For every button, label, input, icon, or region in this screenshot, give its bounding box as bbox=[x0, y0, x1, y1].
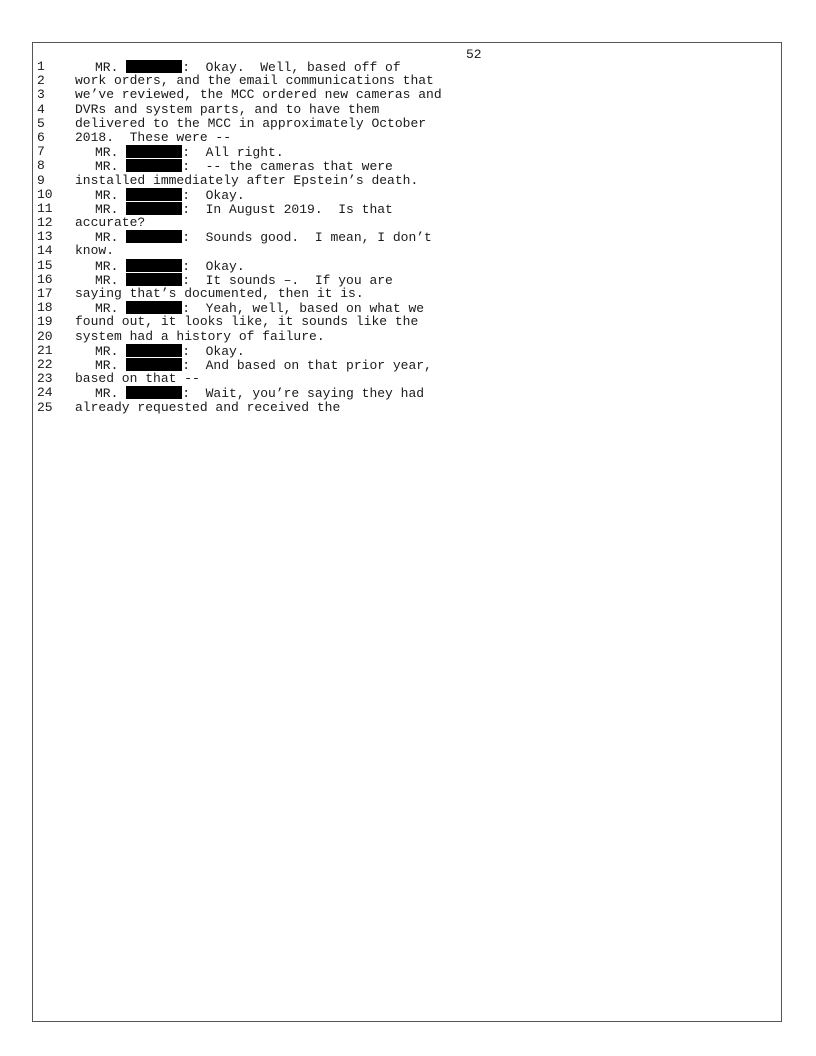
speaker-line bbox=[95, 145, 284, 160]
speaker-label: MR. bbox=[95, 357, 119, 373]
redacted-name bbox=[126, 230, 182, 243]
line-number: 2 bbox=[37, 73, 45, 89]
line-number: 20 bbox=[37, 328, 53, 344]
line-text bbox=[75, 315, 418, 329]
redacted-name bbox=[126, 188, 182, 201]
transcript-line bbox=[37, 301, 777, 315]
transcript-line bbox=[37, 88, 777, 102]
speaker-label: MR. bbox=[95, 386, 119, 402]
line-number: 5 bbox=[37, 115, 45, 131]
transcript-line bbox=[37, 287, 777, 301]
line-number: 7 bbox=[37, 144, 45, 160]
transcript-line bbox=[37, 60, 777, 74]
transcript-line bbox=[37, 216, 777, 230]
line-content: : -- the cameras that were bbox=[182, 159, 393, 175]
line-content: installed immediately after Epstein’s death. bbox=[75, 172, 419, 188]
line-content: found out, it looks like, it sounds like the bbox=[75, 314, 419, 330]
line-text bbox=[75, 103, 379, 117]
transcript-line bbox=[37, 188, 777, 202]
redacted-name bbox=[126, 202, 182, 215]
line-number: 3 bbox=[37, 87, 45, 103]
speaker-line bbox=[95, 230, 432, 245]
line-number: 9 bbox=[37, 172, 45, 188]
line-content: based on that -- bbox=[75, 371, 200, 387]
transcript-line bbox=[37, 358, 777, 372]
redacted-name bbox=[126, 344, 182, 357]
transcript-line bbox=[37, 344, 777, 358]
speaker-label: MR. bbox=[95, 159, 119, 175]
redacted-name bbox=[126, 259, 182, 272]
line-content: 2018. These were -- bbox=[75, 129, 232, 145]
line-text bbox=[75, 330, 325, 344]
line-text bbox=[75, 372, 200, 386]
line-content: : All right. bbox=[182, 145, 284, 161]
speaker-label: MR. bbox=[95, 230, 119, 246]
line-content: delivered to the MCC in approximately October bbox=[75, 115, 427, 131]
transcript-line bbox=[37, 131, 777, 145]
speaker-label: MR. bbox=[95, 301, 119, 317]
line-content: : Sounds good. I mean, I don’t bbox=[182, 230, 432, 246]
line-content: know. bbox=[75, 243, 115, 259]
transcript-line bbox=[37, 174, 777, 188]
redacted-name bbox=[126, 60, 182, 73]
line-content: : Okay. Well, based off of bbox=[182, 60, 401, 75]
line-text bbox=[75, 174, 418, 188]
speaker-label: MR. bbox=[95, 258, 119, 274]
transcript-body bbox=[37, 60, 777, 415]
line-number: 11 bbox=[37, 200, 53, 216]
line-number: 10 bbox=[37, 186, 53, 202]
line-number: 13 bbox=[37, 229, 53, 245]
redacted-name bbox=[126, 386, 182, 399]
line-content: work orders, and the email communications that bbox=[75, 73, 434, 89]
line-content: already requested and received the bbox=[75, 399, 341, 415]
transcript-line bbox=[37, 259, 777, 273]
line-content: accurate? bbox=[75, 215, 146, 231]
speaker-line bbox=[95, 188, 245, 203]
line-text bbox=[75, 401, 340, 415]
line-content: DVRs and system parts, and to have them bbox=[75, 101, 380, 117]
line-content: system had a history of failure. bbox=[75, 328, 325, 344]
line-content: : Okay. bbox=[182, 187, 245, 203]
redacted-name bbox=[126, 159, 182, 172]
transcript-line bbox=[37, 117, 777, 131]
line-text bbox=[75, 287, 364, 301]
line-content: : Yeah, well, based on what we bbox=[182, 301, 425, 317]
transcript-line bbox=[37, 273, 777, 287]
speaker-label: MR. bbox=[95, 201, 119, 217]
line-number: 17 bbox=[37, 286, 53, 301]
speaker-label: MR. bbox=[95, 60, 119, 75]
transcript-line bbox=[37, 159, 777, 173]
line-number: 23 bbox=[37, 371, 53, 387]
line-content: : In August 2019. Is that bbox=[182, 201, 393, 217]
line-text bbox=[75, 216, 145, 230]
line-number: 14 bbox=[37, 243, 53, 259]
redacted-name bbox=[126, 358, 182, 371]
line-content: we’ve reviewed, the MCC ordered new cameras and bbox=[75, 87, 442, 103]
line-number: 19 bbox=[37, 314, 53, 330]
transcript-line bbox=[37, 74, 777, 88]
line-number: 22 bbox=[37, 356, 53, 372]
line-number: 21 bbox=[37, 342, 53, 358]
line-number: 25 bbox=[37, 399, 53, 415]
line-number: 16 bbox=[37, 271, 53, 287]
line-content: : Okay. bbox=[182, 258, 245, 274]
line-text bbox=[75, 131, 231, 145]
speaker-line bbox=[95, 259, 245, 274]
line-content: : Wait, you’re saying they had bbox=[182, 386, 425, 402]
line-text bbox=[75, 244, 114, 258]
speaker-label: MR. bbox=[95, 187, 119, 203]
redacted-name bbox=[126, 301, 182, 314]
speaker-line bbox=[95, 344, 245, 359]
line-number: 12 bbox=[37, 215, 53, 231]
redacted-name bbox=[126, 273, 182, 286]
line-content: : It sounds –. If you are bbox=[182, 272, 393, 288]
speaker-label: MR. bbox=[95, 145, 119, 161]
line-number: 4 bbox=[37, 101, 45, 117]
transcript-line bbox=[37, 372, 777, 386]
line-content: : Okay. bbox=[182, 343, 245, 359]
transcript-line bbox=[37, 386, 777, 400]
line-number: 18 bbox=[37, 300, 53, 316]
transcript-line bbox=[37, 230, 777, 244]
line-number: 1 bbox=[37, 59, 45, 74]
line-text bbox=[75, 88, 442, 102]
line-content: : And based on that prior year, bbox=[182, 357, 432, 373]
line-text bbox=[75, 117, 426, 131]
transcript-line bbox=[37, 103, 777, 117]
transcript-line bbox=[37, 401, 777, 415]
line-number: 24 bbox=[37, 385, 53, 401]
line-number: 6 bbox=[37, 129, 45, 145]
transcript-line bbox=[37, 244, 777, 258]
line-number: 8 bbox=[37, 158, 45, 174]
transcript-line bbox=[37, 202, 777, 216]
speaker-label: MR. bbox=[95, 272, 119, 288]
speaker-label: MR. bbox=[95, 343, 119, 359]
redacted-name bbox=[126, 145, 182, 158]
line-text bbox=[75, 74, 434, 88]
transcript-line bbox=[37, 315, 777, 329]
page-number: 52 bbox=[466, 47, 482, 62]
line-content: saying that’s documented, then it is. bbox=[75, 286, 364, 301]
transcript-line bbox=[37, 145, 777, 159]
transcript-line bbox=[37, 330, 777, 344]
line-number: 15 bbox=[37, 257, 53, 273]
